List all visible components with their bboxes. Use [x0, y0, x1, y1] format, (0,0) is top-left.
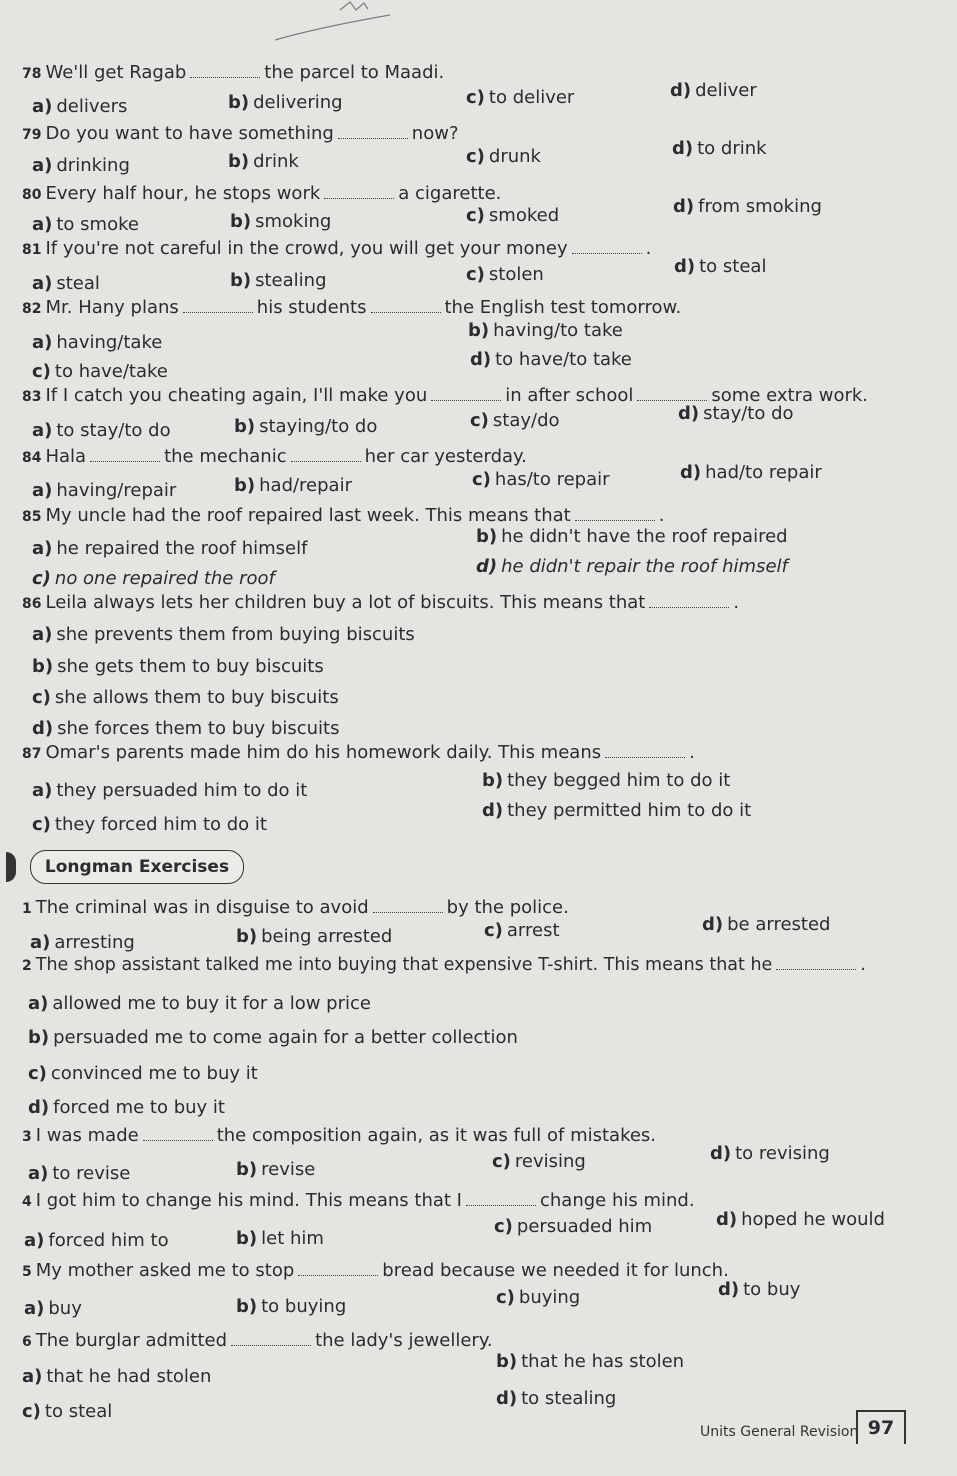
pen-scribble: [270, 0, 450, 45]
question-78: 78 We'll get Ragab the parcel to Maadi.: [22, 62, 445, 83]
longman-question-1: 1 The criminal was in disguise to avoid by the police.: [22, 897, 569, 918]
page-number: 97: [856, 1410, 906, 1444]
q83-option-d[interactable]: d) stay/to do: [678, 403, 794, 424]
l5-option-b[interactable]: b) to buying: [236, 1296, 347, 1317]
longman-question-4: 4 I got him to change his mind. This means that I change his mind.: [22, 1190, 695, 1211]
answer-blank[interactable]: [338, 124, 408, 139]
l4-option-a[interactable]: a) forced him to: [24, 1230, 169, 1251]
answer-blank[interactable]: [371, 298, 441, 313]
q81-option-c[interactable]: c) stolen: [466, 264, 544, 285]
q86-option-a[interactable]: a) she prevents them from buying biscuits: [32, 624, 415, 645]
l1-option-d[interactable]: d) be arrested: [702, 914, 831, 935]
l2-option-b[interactable]: b) persuaded me to come again for a better collection: [28, 1027, 518, 1048]
q84-option-b[interactable]: b) had/repair: [234, 475, 352, 496]
l1-option-a[interactable]: a) arresting: [30, 932, 135, 953]
q87-option-a[interactable]: a) they persuaded him to do it: [32, 780, 308, 801]
question-83: 83 If I catch you cheating again, I'll make you in after school some extra work.: [22, 385, 869, 406]
answer-blank[interactable]: [605, 743, 685, 758]
answer-blank[interactable]: [90, 447, 160, 462]
q80-option-c[interactable]: c) smoked: [466, 205, 560, 226]
l6-option-a[interactable]: a) that he had stolen: [22, 1366, 212, 1387]
q78-option-d[interactable]: d) deliver: [670, 80, 757, 101]
q83-option-a[interactable]: a) to stay/to do: [32, 420, 171, 441]
answer-blank[interactable]: [431, 386, 501, 401]
answer-blank[interactable]: [373, 898, 443, 913]
answer-blank[interactable]: [183, 298, 253, 313]
answer-blank[interactable]: [572, 239, 642, 254]
l3-option-c[interactable]: c) revising: [492, 1151, 586, 1172]
q78-option-a[interactable]: a) delivers: [32, 96, 128, 117]
q79-option-d[interactable]: d) to drink: [672, 138, 767, 159]
q85-option-b[interactable]: b) he didn't have the roof repaired: [476, 526, 788, 547]
q79-option-a[interactable]: a) drinking: [32, 155, 130, 176]
q86-option-d[interactable]: d) she forces them to buy biscuits: [32, 718, 340, 739]
answer-blank[interactable]: [637, 386, 707, 401]
question-80: 80 Every half hour, he stops work a cigarette.: [22, 183, 502, 204]
answer-blank[interactable]: [190, 63, 260, 78]
longman-question-2: 2 The shop assistant talked me into buying that expensive T-shirt. This means that he .: [22, 955, 866, 975]
footer-label: Units General Revision: [700, 1424, 859, 1440]
longman-question-3: 3 I was made the composition again, as it was full of mistakes.: [22, 1125, 657, 1146]
q86-option-b[interactable]: b) she gets them to buy biscuits: [32, 656, 324, 677]
answer-blank[interactable]: [291, 447, 361, 462]
answer-blank[interactable]: [143, 1126, 213, 1141]
q82-option-a[interactable]: a) having/take: [32, 332, 163, 353]
l5-option-c[interactable]: c) buying: [496, 1287, 581, 1308]
q85-option-a[interactable]: a) he repaired the roof himself: [32, 538, 308, 559]
q80-option-a[interactable]: a) to smoke: [32, 214, 139, 235]
q81-option-d[interactable]: d) to steal: [674, 256, 767, 277]
l6-option-c[interactable]: c) to steal: [22, 1401, 113, 1422]
l4-option-d[interactable]: d) hoped he would: [716, 1209, 885, 1230]
q84-option-d[interactable]: d) had/to repair: [680, 462, 822, 483]
q82-option-d[interactable]: d) to have/to take: [470, 349, 632, 370]
q81-option-b[interactable]: b) stealing: [230, 270, 327, 291]
answer-blank[interactable]: [324, 184, 394, 199]
q85-option-c[interactable]: c) no one repaired the roof: [32, 568, 275, 589]
q82-option-c[interactable]: c) to have/take: [32, 361, 168, 382]
section-marker: [6, 852, 16, 882]
l6-option-d[interactable]: d) to stealing: [496, 1388, 617, 1409]
q84-option-a[interactable]: a) having/repair: [32, 480, 177, 501]
question-86: 86 Leila always lets her children buy a lot of biscuits. This means that .: [22, 592, 740, 613]
question-82: 82 Mr. Hany plans his students the English test tomorrow.: [22, 297, 682, 318]
section-title: Longman Exercises: [30, 850, 244, 884]
question-81: 81 If you're not careful in the crowd, you will get your money .: [22, 238, 652, 259]
answer-blank[interactable]: [298, 1261, 378, 1276]
longman-question-6: 6 The burglar admitted the lady's jewellery.: [22, 1330, 493, 1351]
q79-option-b[interactable]: b) drink: [228, 151, 299, 172]
answer-blank[interactable]: [466, 1191, 536, 1206]
l2-option-a[interactable]: a) allowed me to buy it for a low price: [28, 993, 371, 1014]
answer-blank[interactable]: [231, 1331, 311, 1346]
q80-option-b[interactable]: b) smoking: [230, 211, 332, 232]
l5-option-a[interactable]: a) buy: [24, 1298, 82, 1319]
l2-option-c[interactable]: c) convinced me to buy it: [28, 1063, 258, 1084]
l6-option-b[interactable]: b) that he has stolen: [496, 1351, 685, 1372]
l3-option-d[interactable]: d) to revising: [710, 1143, 830, 1164]
l1-option-c[interactable]: c) arrest: [484, 920, 560, 941]
q82-option-b[interactable]: b) having/to take: [468, 320, 623, 341]
l4-option-b[interactable]: b) let him: [236, 1228, 324, 1249]
answer-blank[interactable]: [575, 506, 655, 521]
q84-option-c[interactable]: c) has/to repair: [472, 469, 610, 490]
q87-option-b[interactable]: b) they begged him to do it: [482, 770, 731, 791]
question-87: 87 Omar's parents made him do his homework daily. This means .: [22, 742, 695, 763]
longman-question-5: 5 My mother asked me to stop bread because we needed it for lunch.: [22, 1260, 729, 1281]
answer-blank[interactable]: [649, 593, 729, 608]
q78-option-b[interactable]: b) delivering: [228, 92, 343, 113]
l3-option-b[interactable]: b) revise: [236, 1159, 316, 1180]
question-79: 79 Do you want to have something now?: [22, 123, 459, 144]
question-85: 85 My uncle had the roof repaired last week. This means that .: [22, 505, 665, 526]
q81-option-a[interactable]: a) steal: [32, 273, 100, 294]
l2-option-d[interactable]: d) forced me to buy it: [28, 1097, 225, 1118]
question-84: 84 Hala the mechanic her car yesterday.: [22, 446, 527, 467]
q85-option-d[interactable]: d) he didn't repair the roof himself: [476, 556, 788, 577]
q87-option-c[interactable]: c) they forced him to do it: [32, 814, 267, 835]
l4-option-c[interactable]: c) persuaded him: [494, 1216, 653, 1237]
l5-option-d[interactable]: d) to buy: [718, 1279, 801, 1300]
q80-option-d[interactable]: d) from smoking: [673, 196, 822, 217]
l3-option-a[interactable]: a) to revise: [28, 1163, 131, 1184]
answer-blank[interactable]: [776, 955, 856, 970]
q78-option-c[interactable]: c) to deliver: [466, 87, 575, 108]
q86-option-c[interactable]: c) she allows them to buy biscuits: [32, 687, 339, 708]
l1-option-b[interactable]: b) being arrested: [236, 926, 393, 947]
q79-option-c[interactable]: c) drunk: [466, 146, 541, 167]
q83-option-b[interactable]: b) staying/to do: [234, 416, 378, 437]
q87-option-d[interactable]: d) they permitted him to do it: [482, 800, 752, 821]
q83-option-c[interactable]: c) stay/do: [470, 410, 560, 431]
